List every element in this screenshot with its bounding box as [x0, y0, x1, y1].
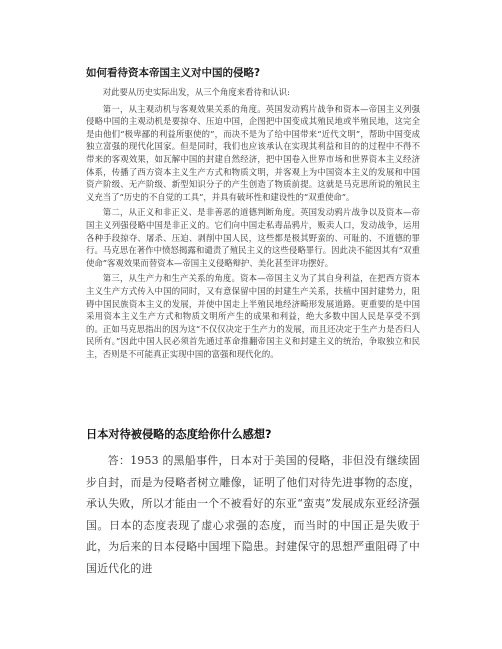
section-1-paragraph-1: 第一，从主观动机与客观效果关系的角度。英国发动鸦片战争和资本—帝国主义列强侵略中国的主观动机是要掠夺、压迫中国，企图把中国变成其殖民地或半殖民地，这完全是由他们“极卑鄙的利益所驱使的”，而决不是为了给中国带来“近代文明”，帮助中国变成独立富强的现代化国家。但是同时，我们也应该承认在实现其利益和目的的过程中不得不带来的客观效果，如瓦解中国的封建自然经济，把中国卷入世界市场和世界资本主义经济体系，传播了西方资本主义生产方式和物质文明，并客观上为中国资本主义的发展和中国资产阶级、无产阶级、新型知识分子的产生创造了物质前提。这就是马克思所说的殖民主义充当了“历史的不自觉的工具”，并具有破坏性和建设性的“双重使命”。	[86, 103, 420, 202]
section-1-body	[86, 86, 420, 363]
section-2-heading: 日本对待被侵略的态度给你什么感想?	[86, 428, 272, 441]
section-1-paragraph-2: 第二，从正义和非正义、是非善恶的道德判断角度。英国发动鸦片战争以及资本—帝国主义列强侵略中国是非正义的。它们向中国走私毒品鸦片，贩卖人口，发动战争，运用各种手段掠夺、屠杀、压迫、剥削中国人民，这些都是极其野蛮的、可耻的、不道德的罪行。马克思在著作中愤怒揭露和谴责了殖民主义的这些侵略罪行。因此决不能因其有“双重使命”客观效果而替资本—帝国主义侵略辩护、美化甚至评功摆好。	[86, 207, 420, 268]
section-2-paragraph-1: 答：1953 的黑船事件，日本对于美国的侵略，非但没有继续固步自封，而是为侵略者树立雕像，证明了他们对待先进事物的态度，承认失败，所以才能由一个不被看好的东亚“蛮夷”发展成东亚经济强国。日本的态度表现了虚心求强的态度，而当时的中国正是失败于此，为后来的日本侵略中国埋下隐患。封建保守的思想严重阻碍了中国近代化的进	[86, 454, 420, 575]
section-1-intro: 对此要从历史实际出发，从三个角度来看待和认识:	[102, 87, 290, 97]
section-1-paragraph-3: 第三，从生产力和生产关系的角度。资本—帝国主义为了其自身利益，在把西方资本主义生产方式传入中国的同时，又有意保留中国的封建生产关系，扶植中国封建势力，阻碍中国民族资本主义的发展，并使中国走上半殖民地经济畸形发展道路。更重要的是中国采用资本主义生产方式和物质文明所产生的成果和利益，绝大多数中国人民是享受不到的。正如马克思指出的因为这“不仅仅决定于生产力的发展，而且还决定于生产力是否归人民所有。”因此中国人民必须首先通过革命推翻帝国主义和封建主义的统治，争取独立和民主，否则是不可能真正实现中国的富强和现代化的。	[86, 273, 420, 359]
section-2-body	[86, 450, 420, 579]
section-1-heading: 如何看待资本帝国主义对中国的侵略?	[86, 67, 261, 79]
